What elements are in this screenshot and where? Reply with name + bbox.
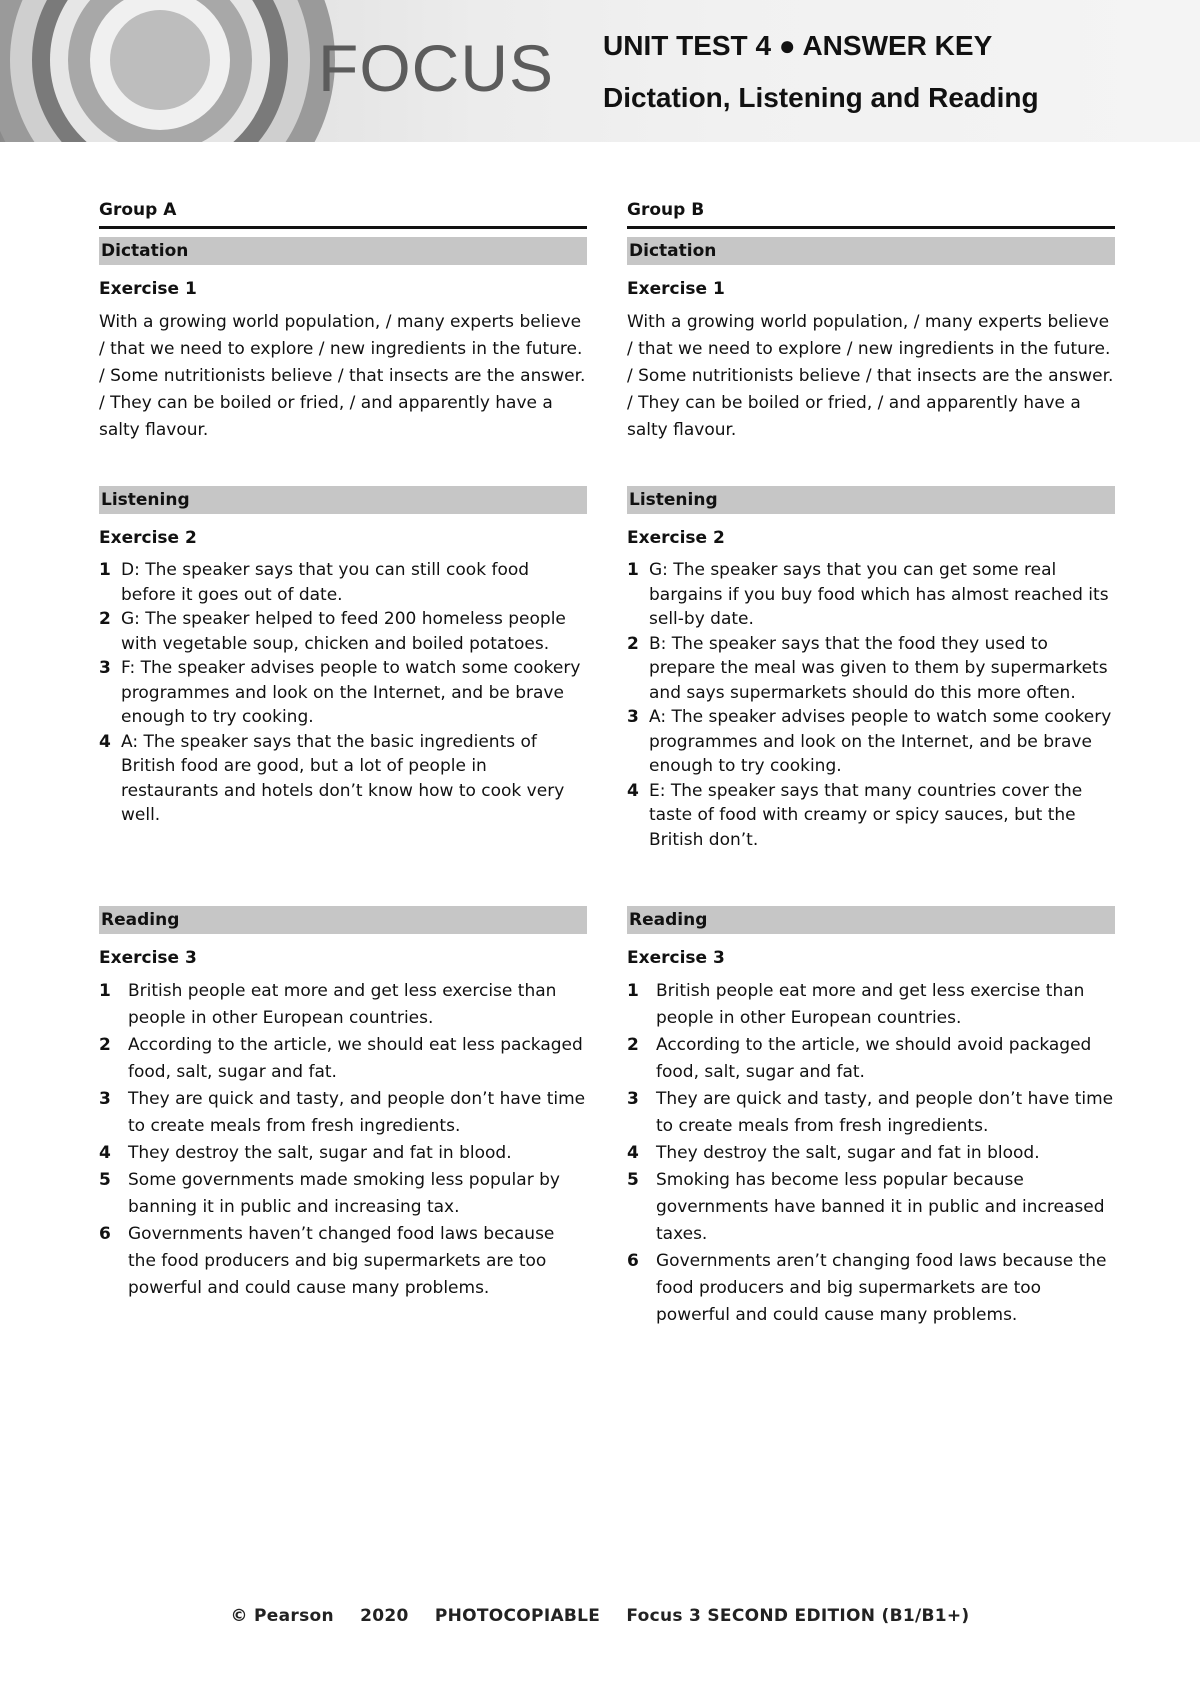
reading-answer-list: [99, 978, 587, 1302]
item-text: Some governments made smoking less popular by banning it in public and increasing tax.: [128, 1170, 560, 1217]
section-heading-reading: Reading: [99, 906, 587, 934]
dictation-text: With a growing world population, / many experts believe / that we need to explore / new ingredients in the future. / Some nutritionists believe / that insects are the answer. / They can be boiled or fried, / and apparently have a salty flavour.: [627, 312, 1114, 440]
list-item: [627, 558, 1115, 632]
item-number: 3: [99, 1089, 111, 1109]
item-text: A: The speaker advises people to watch some cookery programmes and look on the Internet, and be brave enough to try cooking.: [649, 707, 1112, 776]
item-number: 3: [99, 658, 111, 678]
item-number: 1: [627, 981, 639, 1001]
item-text: According to the article, we should eat less packaged food, salt, sugar and fat.: [128, 1035, 583, 1082]
list-item: [627, 705, 1115, 779]
item-number: 6: [627, 1251, 639, 1271]
item-text: They are quick and tasty, and people don’t have time to create meals from fresh ingredients.: [128, 1089, 586, 1136]
footer-photocopiable: PHOTOCOPIABLE: [434, 1606, 601, 1626]
item-number: 4: [99, 731, 111, 752]
item-text: Governments aren’t changing food laws because the food producers and big supermarkets are too powerful and could cause many problems.: [656, 1251, 1107, 1325]
page-subtitle: Dictation, Listening and Reading: [603, 82, 1039, 113]
item-text: F: The speaker advises people to watch some cookery programmes and look on the Internet, and be brave enough to try cooking.: [121, 658, 581, 727]
list-item: [627, 1140, 1115, 1167]
item-text: B: The speaker says that the food they used to prepare the meal was given to them by supermarkets and says supermarkets should do this more often.: [649, 633, 1108, 703]
list-item: [99, 656, 587, 730]
item-number: 2: [627, 633, 639, 654]
item-number: 1: [99, 981, 111, 1001]
section-heading-listening: Listening: [627, 486, 1115, 514]
item-text: According to the article, we should avoid packaged food, salt, sugar and fat.: [656, 1035, 1092, 1082]
item-number: 3: [627, 707, 639, 727]
item-number: 2: [99, 609, 111, 629]
footer-edition: Focus 3 SECOND EDITION (B1/B1+): [626, 1606, 970, 1626]
group-title: Group A: [99, 200, 587, 229]
item-number: 1: [627, 560, 639, 580]
dictation-text: With a growing world population, / many experts believe / that we need to explore / new ingredients in the future. / Some nutritionists believe / that insects are the answer. / They can be boiled or fried, / and apparently have a salty flavour.: [99, 312, 586, 440]
item-text: G: The speaker says that you can get some real bargains if you buy food which has almost reached its sell-by date.: [649, 560, 1109, 629]
brand-logo: FOCUS: [318, 31, 554, 105]
footer-year: 2020: [360, 1606, 409, 1626]
item-text: They destroy the salt, sugar and fat in blood.: [656, 1143, 1040, 1163]
section-heading-listening: Listening: [99, 486, 587, 514]
list-item: [99, 1086, 587, 1140]
exercise-heading: Exercise 2: [99, 528, 197, 548]
list-item: [99, 1032, 587, 1086]
section-heading-dictation: Dictation: [99, 237, 587, 265]
header-banner: [0, 0, 1200, 142]
list-item: [99, 607, 587, 656]
item-text: British people eat more and get less exercise than people in other European countries.: [128, 981, 557, 1028]
list-item: [627, 1032, 1115, 1086]
item-number: 2: [627, 1035, 639, 1055]
exercise-heading: Exercise 3: [627, 948, 725, 968]
group-title: Group B: [627, 200, 1115, 229]
group-a-column: [99, 200, 587, 1298]
item-number: 2: [99, 1035, 111, 1055]
item-text: D: The speaker says that you can still cook food before it goes out of date.: [121, 560, 530, 605]
reading-answer-list: [627, 978, 1115, 1329]
list-item: [99, 558, 587, 607]
page-footer: [0, 1606, 1200, 1626]
item-text: Governments haven’t changed food laws because the food producers and big supermarkets are too powerful and could cause many problems.: [128, 1224, 555, 1298]
item-text: E: The speaker says that many countries cover the taste of food with creamy or spicy sauces, but the British don’t.: [649, 780, 1083, 850]
list-item: [627, 1167, 1115, 1248]
list-item: [99, 1140, 587, 1167]
item-text: They destroy the salt, sugar and fat in blood.: [128, 1143, 512, 1163]
item-text: A: The speaker says that the basic ingredients of British food are good, but a lot of people in restaurants and hotels don’t know how to cook very well.: [121, 731, 565, 825]
list-item: [627, 632, 1115, 706]
page-title: UNIT TEST 4 ● ANSWER KEY: [603, 30, 993, 61]
exercise-heading: Exercise 1: [627, 279, 725, 299]
item-number: 1: [99, 560, 111, 580]
reading-section: [627, 906, 1115, 1329]
item-number: 6: [99, 1224, 111, 1244]
listening-section: [99, 486, 587, 828]
item-text: G: The speaker helped to feed 200 homeless people with vegetable soup, chicken and boiled potatoes.: [121, 609, 566, 654]
section-heading-reading: Reading: [627, 906, 1115, 934]
item-number: 5: [627, 1170, 639, 1190]
item-number: 4: [627, 1143, 639, 1163]
item-number: 4: [627, 780, 639, 801]
listening-answer-list: [627, 558, 1115, 852]
lens-graphic-icon: [0, 0, 340, 142]
exercise-heading: Exercise 1: [99, 279, 197, 299]
list-item: [627, 1248, 1115, 1329]
list-item: [99, 1167, 587, 1221]
group-b-column: [627, 200, 1115, 1325]
list-item: [627, 978, 1115, 1032]
footer-copyright: © Pearson: [230, 1606, 334, 1626]
exercise-heading: Exercise 2: [627, 528, 725, 548]
item-text: Smoking has become less popular because governments have banned it in public and increased taxes.: [656, 1170, 1105, 1244]
item-number: 5: [99, 1170, 111, 1190]
list-item: [99, 730, 587, 828]
list-item: [627, 1086, 1115, 1140]
item-text: British people eat more and get less exercise than people in other European countries.: [656, 981, 1085, 1028]
listening-answer-list: [99, 558, 587, 828]
item-number: 4: [99, 1143, 111, 1163]
exercise-heading: Exercise 3: [99, 948, 197, 968]
item-number: 3: [627, 1089, 639, 1109]
list-item: [627, 779, 1115, 853]
listening-section: [627, 486, 1115, 852]
list-item: [99, 1221, 587, 1302]
item-text: They are quick and tasty, and people don’t have time to create meals from fresh ingredients.: [656, 1089, 1114, 1136]
section-heading-dictation: Dictation: [627, 237, 1115, 265]
reading-section: [99, 906, 587, 1302]
list-item: [99, 978, 587, 1032]
